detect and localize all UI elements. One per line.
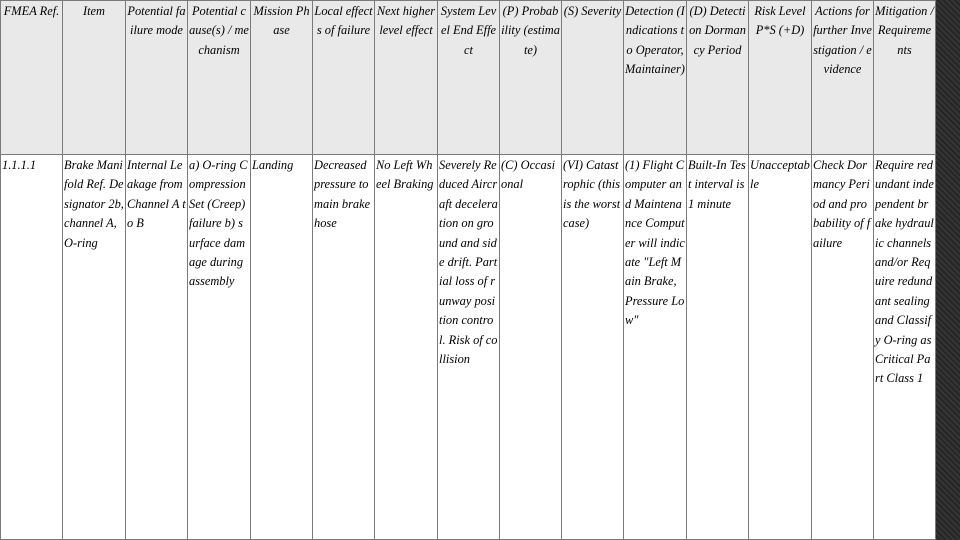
header-probability: (P) Probability (estimate) <box>500 1 562 155</box>
header-item: Item <box>63 1 126 155</box>
cell-risk-level: Unacceptable <box>749 155 812 540</box>
header-risk-level: Risk Level P*S (+D) <box>749 1 812 155</box>
table-row <box>1 155 936 540</box>
cell-item: Brake Manifold Ref. Designator 2b, channel A, O-ring <box>63 155 126 540</box>
header-mitigation: Mitigation / Requirements <box>874 1 936 155</box>
header-dormancy-period: (D) Detection Dormancy Period <box>687 1 749 155</box>
cell-local-effects: Decreased pressure to main brake hose <box>313 155 375 540</box>
cell-dormancy-period: Built-In Test interval is 1 minute <box>687 155 749 540</box>
header-row <box>1 1 936 155</box>
header-failure-mode: Potential failure mode <box>126 1 188 155</box>
cell-fmea-ref: 1.1.1.1 <box>1 155 63 540</box>
cell-next-higher-effect: No Left Wheel Braking <box>375 155 438 540</box>
header-causes: Potential cause(s) / mechanism <box>188 1 251 155</box>
cell-probability: (C) Occasional <box>500 155 562 540</box>
header-severity: (S) Severity <box>562 1 624 155</box>
cell-detection: (1) Flight Computer and Maintenance Computer will indicate "Left Main Brake, Pressure Low" <box>624 155 687 540</box>
slide-edge-texture <box>936 0 960 540</box>
cell-failure-mode: Internal Leakage from Channel A to B <box>126 155 188 540</box>
cell-actions: Check Dormancy Period and probability of failure <box>812 155 874 540</box>
header-detection: Detection (Indications to Operator, Maintainer) <box>624 1 687 155</box>
header-actions: Actions for further Investigation / evidence <box>812 1 874 155</box>
header-next-higher-effect: Next higher level effect <box>375 1 438 155</box>
header-mission-phase: Mission Phase <box>251 1 313 155</box>
cell-system-end-effect: Severely Reduced Aircraft deceleration on ground and side drift. Partial loss of runway position control. Risk of collision <box>438 155 500 540</box>
header-system-end-effect: System Level End Effect <box>438 1 500 155</box>
cell-mission-phase: Landing <box>251 155 313 540</box>
cell-mitigation: Require redundant independent brake hydraulic channels and/or Require redundant sealing and Classify O-ring as Critical Part Class 1 <box>874 155 936 540</box>
cell-causes: a) O-ring Compression Set (Creep) failure b) surface damage during assembly <box>188 155 251 540</box>
header-local-effects: Local effects of failure <box>313 1 375 155</box>
header-fmea-ref: FMEA Ref. <box>1 1 63 155</box>
cell-severity: (VI) Catastrophic (this is the worst case) <box>562 155 624 540</box>
